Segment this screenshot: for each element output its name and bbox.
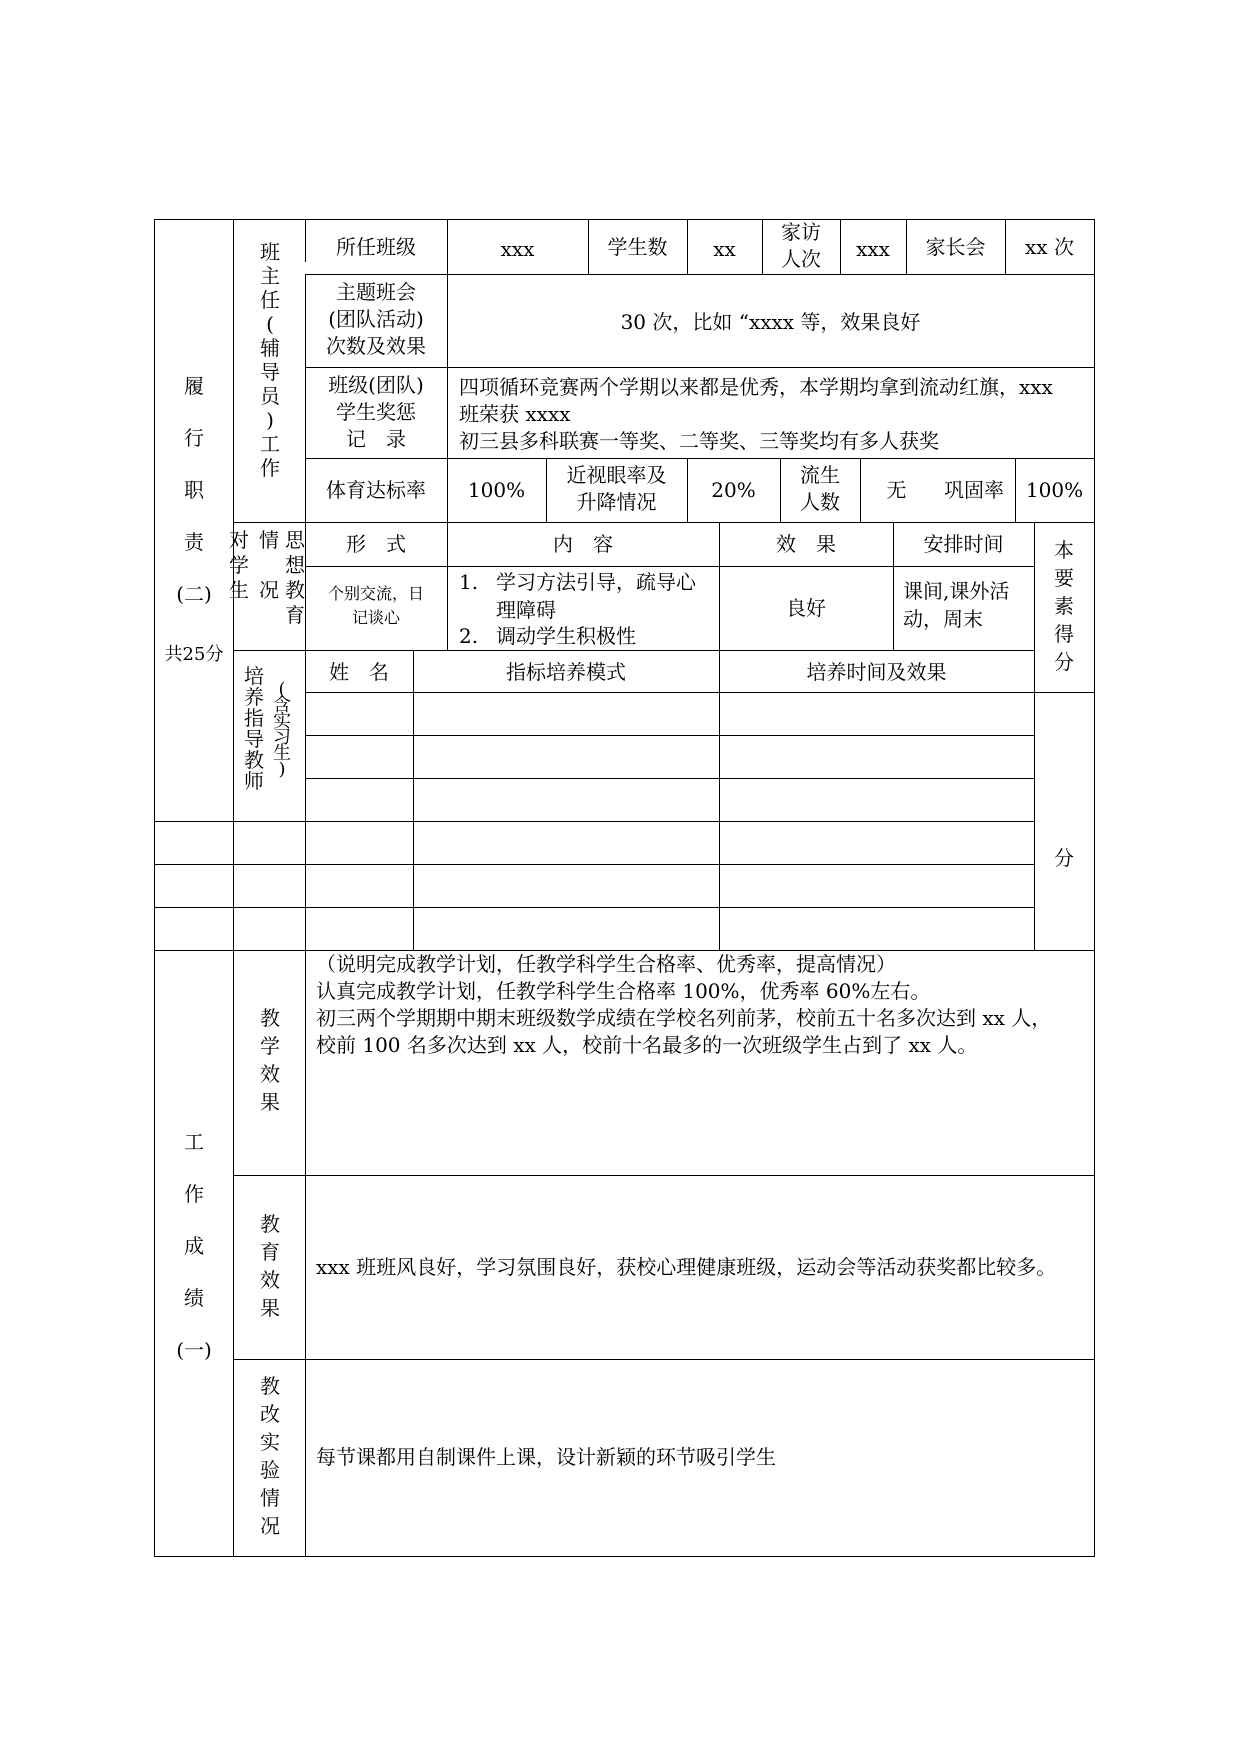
- dropout-label: 流生 人数: [800, 463, 840, 514]
- awards-label: 班级(团队) 学生奖惩 记 录: [328, 373, 424, 451]
- myopia-label: 近视眼率及 升降情况: [566, 463, 667, 514]
- theme-meeting-value: 30 次，比如 “xxxx 等，效果良好: [620, 310, 921, 334]
- teaching-effect-line-4: 校前 100 名多次达到 xx 人，校前十名最多的一次班级学生占到了 xx 人。: [316, 1033, 978, 1057]
- mentor-side-label: 培 养 指 导 教 师: [244, 664, 264, 793]
- ideology-side-col-1: 对 学 生: [229, 528, 249, 602]
- mentor-side-label-note: ( 含 实 习 生 ): [273, 679, 291, 780]
- reform-experiment-text: 每节课都用自制课件上课，设计新颖的环节吸引学生: [316, 1445, 776, 1469]
- mentor-name-header: 姓 名: [329, 660, 389, 684]
- pe-rate-label: 体育达标率: [326, 478, 426, 502]
- content-item-2: 调动学生积极性: [496, 624, 636, 648]
- content-item-2-number: 2.: [459, 624, 479, 648]
- ideology-side-col-3: 思 想 教 育: [285, 528, 305, 627]
- students-label: 学生数: [607, 235, 668, 259]
- theme-meeting-label: 主题班会 (团队活动) 次数及效果: [326, 280, 426, 358]
- form-header: 形 式: [346, 532, 406, 556]
- reform-experiment-label: 教 改 实 验 情 况: [260, 1374, 280, 1538]
- effect-value: 良好: [786, 596, 826, 620]
- mentor-mode-header: 指标培养模式: [506, 660, 626, 684]
- teaching-effect-line-2: 认真完成教学计划，任教学科学生合格率 100%，优秀率 60%左右。: [316, 979, 931, 1003]
- time-value: 课间,课外活 动，周末: [903, 579, 1010, 631]
- retention-label: 巩固率: [944, 478, 1004, 502]
- education-effect-text: xxx 班班风良好，学习氛围良好，获校心理健康班级，运动会等活动获奖都比较多。: [316, 1255, 1057, 1279]
- teaching-effect-line-1: （说明完成教学计划，任教学科学生合格率、优秀率，提高情况）: [316, 952, 896, 976]
- content-header: 内 容: [553, 532, 613, 556]
- teaching-effect-line-3: 初三两个学期期中期末班级数学成绩在学校名列前茅，校前五十名多次达到 xx 人，: [316, 1006, 1052, 1030]
- class-label: 所任班级: [336, 235, 416, 259]
- mentor-time-effect-header: 培养时间及效果: [806, 660, 947, 684]
- retention-value: 100%: [1025, 478, 1084, 502]
- content-item-1: 学习方法引导，疏导心 理障碍: [496, 570, 696, 622]
- education-effect-label: 教 育 效 果: [260, 1212, 280, 1320]
- home-visits-value: xxx: [856, 237, 890, 261]
- effect-header: 效 果: [776, 532, 836, 556]
- awards-line-3: 初三县多科联赛一等奖、二等奖、三等奖均有多人获奖: [459, 429, 939, 453]
- pe-rate-value: 100%: [467, 478, 526, 502]
- time-header: 安排时间: [923, 532, 1004, 556]
- dropout-value: 无: [886, 478, 907, 502]
- head-teacher-side-label: 班 主 任 ( 辅 导 员 ) 工 作: [260, 240, 280, 480]
- ideology-side-label: [229, 528, 305, 646]
- duties-section-label: 履 行 职 责 (二): [176, 374, 212, 606]
- duties-score-label: 共25分: [164, 644, 224, 665]
- element-score-label: 本 要 素 得 分: [1054, 538, 1074, 674]
- students-value: xx: [713, 237, 736, 261]
- parent-meeting-value: xx 次: [1025, 235, 1074, 259]
- element-score-unit: 分: [1054, 846, 1074, 870]
- ideology-side-col-2: 情 况: [259, 528, 279, 602]
- content-item-1-number: 1.: [459, 570, 479, 594]
- achievement-section-label: 工 作 成 绩 (一): [176, 1130, 212, 1362]
- parent-meeting-label: 家长会: [925, 235, 986, 259]
- awards-line-2: 班荣获 xxxx: [459, 402, 571, 426]
- form-value: 个别交流，日 记谈心: [327, 584, 424, 627]
- class-value: xxx: [500, 237, 535, 261]
- awards-line-1: 四项循环竞赛两个学期以来都是优秀，本学期均拿到流动红旗，xxx: [459, 375, 1053, 399]
- myopia-value: 20%: [711, 478, 756, 502]
- teaching-effect-label: 教 学 效 果: [260, 1006, 280, 1114]
- home-visits-label: 家访 人次: [781, 220, 821, 271]
